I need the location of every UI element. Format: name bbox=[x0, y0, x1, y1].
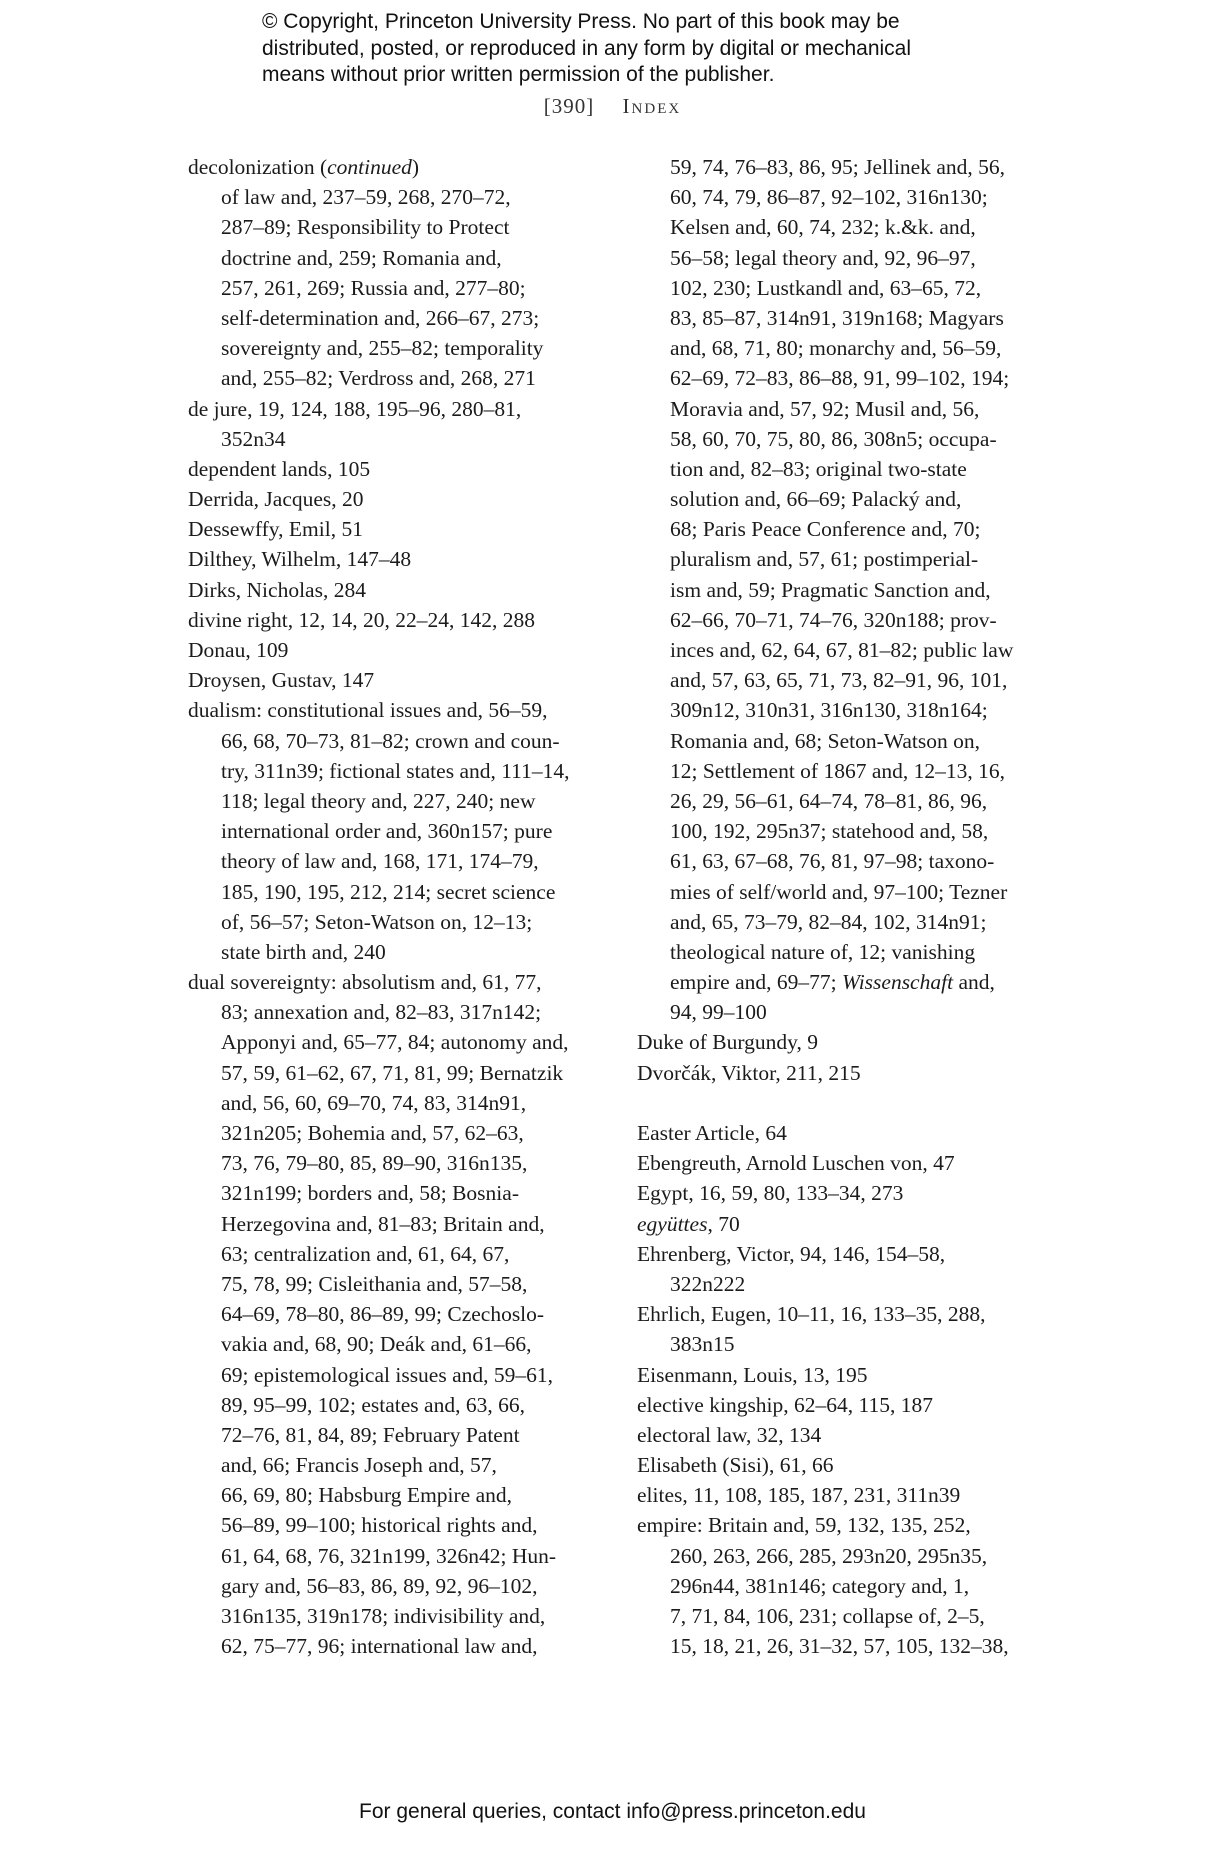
index-subentry-line: 68; Paris Peace Conference and, 70; bbox=[670, 517, 981, 542]
index-subentry-line: 102, 230; Lustkandl and, 63–65, 72, bbox=[670, 275, 982, 300]
index-subentry-line: Romania and, 68; Seton-Watson on, bbox=[670, 728, 980, 753]
running-head-title: Index bbox=[622, 94, 682, 118]
index-subentry-line: mies of self/world and, 97–100; Tezner bbox=[670, 879, 1008, 904]
index-entry-line: Ebengreuth, Arnold Luschen von, 47 bbox=[637, 1151, 955, 1176]
index-subentry-line: 69; epistemological issues and, 59–61, bbox=[221, 1362, 554, 1387]
index-column-right bbox=[637, 152, 1057, 1661]
index-subentry-line: 260, 263, 266, 285, 293n20, 295n35, bbox=[670, 1543, 988, 1568]
page-number: [390] bbox=[543, 94, 595, 118]
index-subentry-line: 185, 190, 195, 212, 214; secret science bbox=[221, 879, 556, 904]
index-entry-line: electoral law, 32, 134 bbox=[637, 1422, 822, 1447]
index-subentry-line: 63; centralization and, 61, 64, 67, bbox=[221, 1241, 510, 1266]
index-subentry-line: 73, 76, 79–80, 85, 89–90, 316n135, bbox=[221, 1151, 528, 1176]
italic-term: együttes bbox=[637, 1211, 708, 1236]
text-run: decolonization ( bbox=[188, 155, 328, 179]
index-subentry-line: doctrine and, 259; Romania and, bbox=[221, 245, 502, 270]
copyright-notice bbox=[262, 9, 1022, 89]
index-subentry-line: 60, 74, 79, 86–87, 92–102, 316n130; bbox=[670, 185, 988, 210]
index-subentry-line: 72–76, 81, 84, 89; February Patent bbox=[221, 1422, 520, 1447]
index-entry-line bbox=[637, 1209, 1057, 1239]
index-subentry-line: inces and, 62, 64, 67, 81–82; public law bbox=[670, 638, 1014, 662]
index-subentry-line: 309n12, 310n31, 316n130, 318n164; bbox=[670, 698, 988, 723]
index-entry-line: Egypt, 16, 59, 80, 133–34, 273 bbox=[637, 1181, 904, 1206]
index-entry-line: dependent lands, 105 bbox=[188, 456, 371, 481]
index-subentry-line: theory of law and, 168, 171, 174–79, bbox=[221, 849, 539, 874]
index-subentry-line: 56–58; legal theory and, 92, 96–97, bbox=[670, 245, 976, 270]
index-subentry-line: Herzegovina and, 81–83; Britain and, bbox=[221, 1211, 545, 1236]
index-subentry-line: 75, 78, 99; Cisleithania and, 57–58, bbox=[221, 1271, 528, 1296]
index-subentry-line: 287–89; Responsibility to Protect bbox=[221, 215, 510, 240]
index-subentry-line: and, 65, 73–79, 82–84, 102, 314n91; bbox=[670, 909, 987, 934]
running-head bbox=[0, 94, 1225, 119]
index-subentry-line: and, 66; Francis Joseph and, 57, bbox=[221, 1453, 497, 1478]
index-subentry-line: 12; Settlement of 1867 and, 12–13, 16, bbox=[670, 758, 1006, 783]
index-subentry-line: 7, 71, 84, 106, 231; collapse of, 2–5, bbox=[670, 1604, 985, 1628]
index-entry-line: Ehrenberg, Victor, 94, 146, 154–58, bbox=[637, 1241, 946, 1266]
index-subentry-line: 15, 18, 21, 26, 31–32, 57, 105, 132–38, bbox=[670, 1634, 1009, 1659]
text-run: empire and, 69–77; bbox=[670, 970, 842, 995]
index-subentry-line: 62–66, 70–71, 74–76, 320n188; prov- bbox=[670, 607, 997, 632]
index-entry-line: elites, 11, 108, 185, 187, 231, 311n39 bbox=[637, 1483, 961, 1508]
index-entry-line bbox=[188, 152, 608, 182]
index-entry-line: Derrida, Jacques, 20 bbox=[188, 487, 364, 512]
index-subentry-line: 61, 64, 68, 76, 321n199, 326n42; Hun- bbox=[221, 1543, 557, 1568]
index-subentry-line: 66, 68, 70–73, 81–82; crown and coun- bbox=[221, 728, 560, 753]
index-subentry-line: 57, 59, 61–62, 67, 71, 81, 99; Bernatzik bbox=[221, 1060, 564, 1085]
index-subentry-line: Kelsen and, 60, 74, 232; k.&k. and, bbox=[670, 215, 976, 240]
index-subentry-line: 62–69, 72–83, 86–88, 91, 99–102, 194; bbox=[670, 366, 1010, 391]
index-subentry-line: 61, 63, 67–68, 76, 81, 97–98; taxono- bbox=[670, 849, 995, 874]
text-run: and, bbox=[953, 970, 995, 995]
index-subentry-line: gary and, 56–83, 86, 89, 92, 96–102, bbox=[221, 1573, 538, 1598]
index-subentry-line: 56–89, 99–100; historical rights and, bbox=[221, 1513, 538, 1538]
index-entry-line: Droysen, Gustav, 147 bbox=[188, 668, 375, 693]
index-entry-line: Dilthey, Wilhelm, 147–48 bbox=[188, 547, 412, 572]
index-subentry-line: 118; legal theory and, 227, 240; new bbox=[221, 788, 536, 813]
index-entry-line: divine right, 12, 14, 20, 22–24, 142, 288 bbox=[188, 607, 535, 632]
text-run: ) bbox=[411, 155, 420, 179]
index-subentry-line: tion and, 82–83; original two-state bbox=[670, 456, 967, 481]
index-entry-line: dualism: constitutional issues and, 56–59, bbox=[188, 698, 548, 723]
index-spacer bbox=[637, 1088, 1057, 1118]
italic-term: continued bbox=[327, 155, 412, 179]
index-subentry-line: sovereignty and, 255–82; temporality bbox=[221, 336, 544, 361]
italic-term: Wissenschaft bbox=[841, 970, 954, 995]
index-entry-line: Donau, 109 bbox=[188, 638, 289, 662]
index-subentry-line: try, 311n39; fictional states and, 111–14, bbox=[221, 758, 570, 783]
index-subentry-line: and, 255–82; Verdross and, 268, 271 bbox=[221, 366, 536, 391]
index-subentry-line: and, 56, 60, 69–70, 74, 83, 314n91, bbox=[221, 1090, 527, 1115]
index-subentry-line: 352n34 bbox=[221, 426, 286, 451]
index-subentry-line: 62, 75–77, 96; international law and, bbox=[221, 1634, 538, 1659]
copyright-line: © Copyright, Princeton University Press. No part of this book may be bbox=[262, 10, 900, 33]
index-subentry-line: and, 57, 63, 65, 71, 73, 82–91, 96, 101, bbox=[670, 668, 1008, 693]
index-subentry-line: international order and, 360n157; pure bbox=[221, 819, 553, 844]
copyright-line: means without prior written permission of the publisher. bbox=[262, 63, 775, 86]
index-entry-line: Dessewffy, Emil, 51 bbox=[188, 517, 363, 542]
index-subentry-line: self-determination and, 266–67, 273; bbox=[221, 305, 540, 330]
index-subentry-line: 94, 99–100 bbox=[670, 1000, 767, 1025]
index-subentry-line: and, 68, 71, 80; monarchy and, 56–59, bbox=[670, 336, 1002, 361]
index-subentry-line: 58, 60, 70, 75, 80, 86, 308n5; occupa- bbox=[670, 426, 997, 451]
index-entry-line: Elisabeth (Sisi), 61, 66 bbox=[637, 1453, 834, 1478]
index-subentry-line: solution and, 66–69; Palacký and, bbox=[670, 487, 962, 512]
index-subentry-line: 257, 261, 269; Russia and, 277–80; bbox=[221, 275, 526, 300]
index-subentry-line: 59, 74, 76–83, 86, 95; Jellinek and, 56, bbox=[670, 155, 1006, 179]
index-subentry-line: vakia and, 68, 90; Deák and, 61–66, bbox=[221, 1332, 532, 1357]
index-subentry-line bbox=[637, 967, 1057, 997]
copyright-line: distributed, posted, or reproduced in any form by digital or mechanical bbox=[262, 36, 912, 60]
index-subentry-line: 321n205; Bohemia and, 57, 62–63, bbox=[221, 1121, 524, 1145]
index-subentry-line: pluralism and, 57, 61; postimperial- bbox=[670, 547, 979, 572]
index-subentry-line: Apponyi and, 65–77, 84; autonomy and, bbox=[221, 1030, 569, 1055]
text-run: , 70 bbox=[707, 1211, 740, 1236]
index-subentry-line: 100, 192, 295n37; statehood and, 58, bbox=[670, 819, 989, 844]
index-subentry-line: Moravia and, 57, 92; Musil and, 56, bbox=[670, 396, 980, 421]
index-entry-line: Eisenmann, Louis, 13, 195 bbox=[637, 1362, 868, 1387]
index-subentry-line: 322n222 bbox=[670, 1271, 746, 1296]
index-entry-line: Easter Article, 64 bbox=[637, 1121, 787, 1145]
index-subentry-line: 83; annexation and, 82–83, 317n142; bbox=[221, 1000, 542, 1025]
index-subentry-line: 64–69, 78–80, 86–89, 99; Czechoslo- bbox=[221, 1302, 545, 1327]
index-subentry-line: of, 56–57; Seton-Watson on, 12–13; bbox=[221, 909, 533, 934]
index-subentry-line: state birth and, 240 bbox=[221, 939, 386, 964]
index-subentry-line: of law and, 237–59, 268, 270–72, bbox=[221, 185, 511, 210]
index-subentry-line: 296n44, 381n146; category and, 1, bbox=[670, 1573, 970, 1598]
index-subentry-line: 26, 29, 56–61, 64–74, 78–81, 86, 96, bbox=[670, 788, 988, 813]
index-entry-line: empire: Britain and, 59, 132, 135, 252, bbox=[637, 1513, 971, 1538]
index-entry-line: de jure, 19, 124, 188, 195–96, 280–81, bbox=[188, 396, 522, 421]
index-entry-line: elective kingship, 62–64, 115, 187 bbox=[637, 1392, 933, 1417]
index-subentry-line: 383n15 bbox=[670, 1332, 735, 1357]
index-subentry-line: theological nature of, 12; vanishing bbox=[670, 939, 976, 964]
index-subentry-line: 321n199; borders and, 58; Bosnia- bbox=[221, 1181, 519, 1206]
index-subentry-line: 83, 85–87, 314n91, 319n168; Magyars bbox=[670, 305, 1004, 330]
index-entry-line: Duke of Burgundy, 9 bbox=[637, 1030, 818, 1055]
index-entry-line: Ehrlich, Eugen, 10–11, 16, 133–35, 288, bbox=[637, 1302, 986, 1327]
index-subentry-line: 316n135, 319n178; indivisibility and, bbox=[221, 1604, 546, 1628]
index-entry-line: Dirks, Nicholas, 284 bbox=[188, 577, 366, 602]
index-subentry-line: 89, 95–99, 102; estates and, 63, 66, bbox=[221, 1392, 525, 1417]
index-subentry-line: ism and, 59; Pragmatic Sanction and, bbox=[670, 577, 991, 602]
footer-contact: For general queries, contact info@press.princeton.edu bbox=[359, 1800, 866, 1823]
index-entry-line: Dvorčák, Viktor, 211, 215 bbox=[637, 1060, 861, 1085]
index-column-left bbox=[188, 152, 608, 1661]
index-subentry-line: 66, 69, 80; Habsburg Empire and, bbox=[221, 1483, 513, 1508]
index-entry-line: dual sovereignty: absolutism and, 61, 77, bbox=[188, 970, 542, 995]
